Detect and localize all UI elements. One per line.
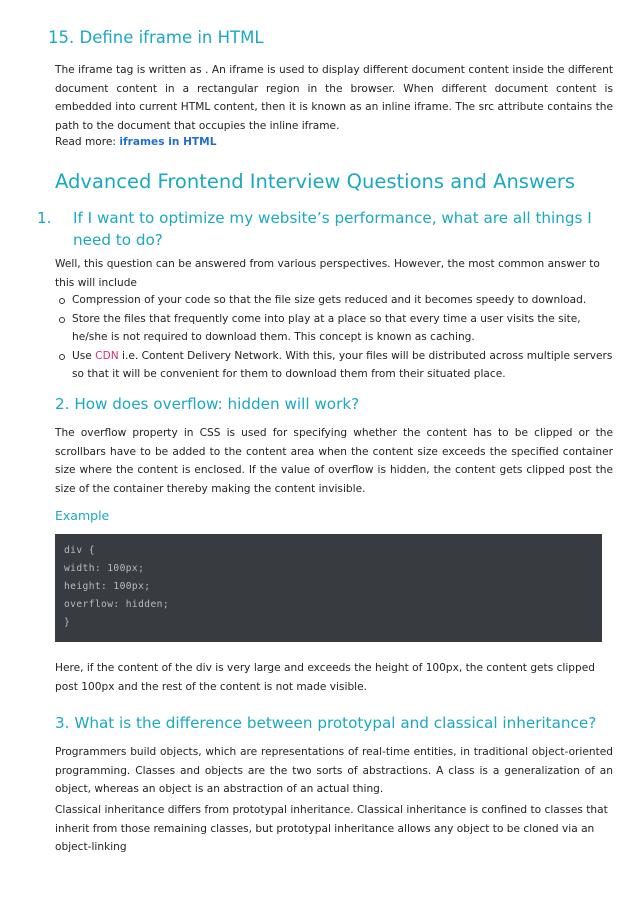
q3-paragraph-1: Programmers build objects, which are representations of real-time entities, in traditional object-oriented programming. Classes and objects are the two sorts of abstractions. A class is a generalization of an object, whereas an object is an abstraction of an actual thing. <box>55 746 613 796</box>
list-item-text: i.e. Content Delivery Network. With this, your files will be distributed across multiple servers so that it will be convenient for them to download them from their situated place. <box>72 349 613 381</box>
q2-paragraph: The overflow property in CSS is used for specifying whether the content has to be clipped or the scrollbars have to be added to the content area when the content size exceeds the specified container size where the content is enclosed. If the value of overflow is hidden, the content gets clipped post the size of the container thereby making the content invisible. <box>55 427 613 495</box>
code-line: } <box>64 617 71 628</box>
q1-number: 1. <box>37 209 52 227</box>
q1-heading-text: If I want to optimize my website’s performance, what are all things I need to do? <box>73 209 592 249</box>
code-block <box>55 534 602 642</box>
q1-intro: Well, this question can be answered from various perspectives. However, the most common answer to this will include <box>55 258 600 289</box>
q3-paragraph-2: Classical inheritance differs from prototypal inheritance. Classical inheritance is confined to classes that inherit from those remaining classes, but prototypal inheritance allows any object to be cloned via an object-linking <box>55 804 608 854</box>
section-15-heading: 15. Define iframe in HTML <box>48 28 264 47</box>
code-line: overflow: hidden; <box>64 599 169 610</box>
list-item <box>55 291 615 310</box>
read-more-label: Read more: <box>55 136 120 148</box>
section-15-paragraph: The iframe tag is written as . An iframe is used to display different document content inside the different document content in a rectangular region in the browser. When different document content is embedded into current HTML content, then it is known as an inline iframe. The src attribute contains the path to the document that occupies the inline iframe. <box>55 64 613 132</box>
q1-heading <box>37 207 615 251</box>
q2-after-code: Here, if the content of the div is very large and exceeds the height of 100px, the content gets clipped post 100px and the rest of the content is not made visible. <box>55 662 596 693</box>
bullet-icon <box>59 317 65 323</box>
list-item <box>55 347 615 384</box>
bullet-icon <box>59 354 65 360</box>
q2-heading: 2. How does overflow: hidden will work? <box>55 395 360 413</box>
q1-bullet-list <box>55 291 615 384</box>
code-line: div { <box>64 545 95 556</box>
bullet-icon <box>59 298 65 304</box>
code-line: width: 100px; <box>64 563 145 574</box>
list-item-text: Use <box>72 349 96 362</box>
list-item <box>55 310 615 347</box>
q3-heading: 3. What is the difference between prototypal and classical inheritance? <box>55 714 597 732</box>
cdn-link[interactable]: CDN <box>95 349 119 362</box>
advanced-section-heading: Advanced Frontend Interview Questions and Answers <box>55 170 576 193</box>
list-item-text: Store the files that frequently come into play at a place so that every time a user visits the site, he/she is not required to download them. This concept is known as caching. <box>72 312 581 344</box>
list-item-text: Compression of your code so that the file size gets reduced and it becomes speedy to download. <box>72 294 587 306</box>
read-more <box>55 136 216 148</box>
code-line: height: 100px; <box>64 581 151 592</box>
example-label: Example <box>55 508 110 523</box>
iframes-in-html-link[interactable]: iframes in HTML <box>119 136 217 148</box>
